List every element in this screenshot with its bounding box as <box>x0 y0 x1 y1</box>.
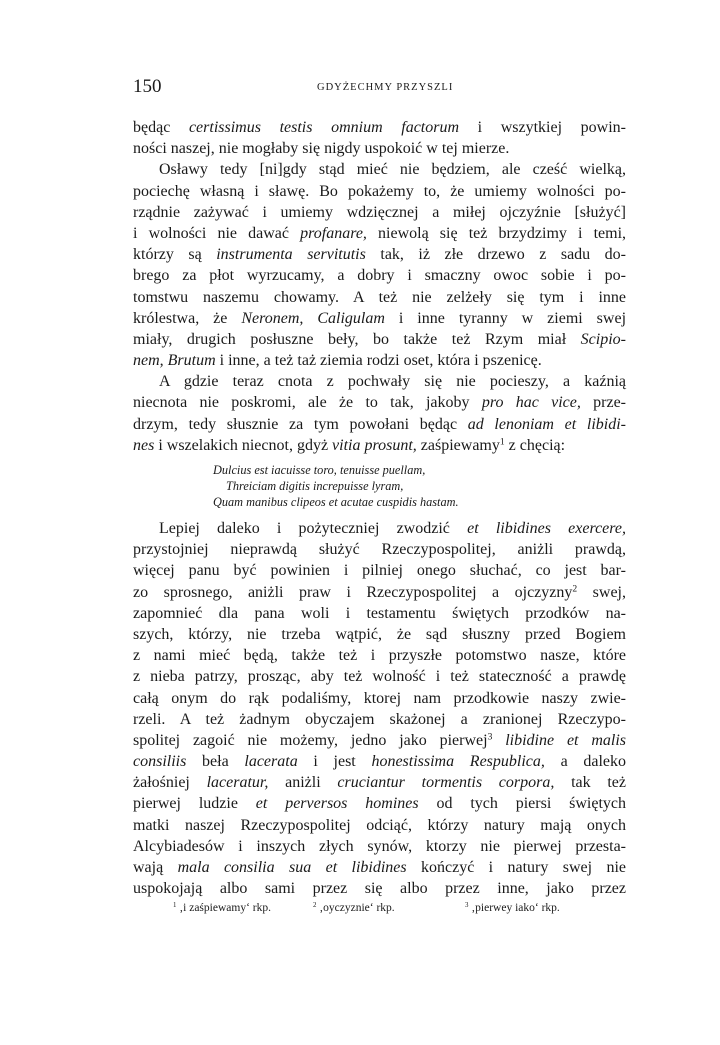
text-line <box>133 793 626 814</box>
footnote-text: ‚i zaśpiewamy‘ rkp. <box>176 902 271 914</box>
paragraph <box>133 518 626 899</box>
footnote-ref: 2 <box>572 583 578 595</box>
text-line <box>133 159 626 180</box>
latin-phrase: instrumenta servitutis <box>216 246 366 264</box>
text-run: z chęcią: <box>504 436 566 454</box>
text-run: zaśpiewamy <box>416 436 500 454</box>
text-line <box>133 709 626 730</box>
text-line <box>133 414 626 435</box>
page-number: 150 <box>133 76 162 97</box>
text-run: tomstwu naszemu chowamy. A też nie zelżeły się tym i inne <box>133 288 626 306</box>
text-run: ności naszej, nie mogłaby się nigdy uspokoić w tej mierze. <box>133 140 510 158</box>
text-line <box>133 751 626 772</box>
text-run: przystojniej nieprawdą służyć Rzeczypospolitej, aniżli prawdą, <box>133 541 626 559</box>
text-run: pierwej ludzie <box>133 795 256 813</box>
text-line <box>133 287 626 308</box>
text-line <box>133 878 626 899</box>
latin-phrase: Neronem, Caligulam <box>241 309 385 327</box>
text-line <box>133 329 626 350</box>
text-run: zapomnieć dla pana woli i testamentu świętych przodków na- <box>133 604 626 622</box>
text-run: beła <box>186 753 245 771</box>
text-run: A gdzie teraz cnota z pochwały się nie pocieszy, a kaźnią <box>159 373 626 391</box>
text-run: Osławy tedy [ni]gdy stąd mieć nie będziem, ale cześć wielką, <box>159 161 626 179</box>
text-line <box>133 772 626 793</box>
text-run: tak też <box>554 774 626 792</box>
text-line <box>133 435 626 456</box>
footnote <box>313 902 395 914</box>
text-line <box>133 666 626 687</box>
text-run: szych, którzy, nie trzeba wątpić, że sąd słuszny przed Bogiem <box>133 625 626 643</box>
footnote <box>465 902 560 914</box>
text-run: i wszytkiej powin- <box>459 119 626 136</box>
latin-phrase: lacerata <box>244 753 298 771</box>
footnote-mark: 3 <box>465 902 469 910</box>
text-line <box>133 539 626 560</box>
verse-line: Quam manibus clipeos et acutae cuspidis hastam. <box>213 495 459 509</box>
text-run: i inne tyranny w ziemi swej <box>384 309 627 327</box>
text-run: będąc <box>133 119 189 136</box>
latin-phrase: libidine et malis <box>505 731 627 749</box>
text-line <box>133 730 626 751</box>
text-line <box>133 350 626 371</box>
verse-line: Threiciam digitis increpuisse lyram, <box>226 479 404 493</box>
latin-phrase: et libidines exercere, <box>467 520 627 537</box>
text-run: od tych piersi świętych <box>418 795 627 813</box>
latin-phrase: profanare, <box>300 224 367 242</box>
text-run: drzym, tedy słusznie za tym powołani będąc <box>133 415 468 433</box>
text-line <box>133 688 626 709</box>
footnote-mark: 1 <box>173 902 177 910</box>
text-run: którzy są <box>133 246 217 264</box>
latin-phrase: nes <box>133 436 155 454</box>
page-header <box>133 76 626 100</box>
text-line <box>133 518 626 539</box>
text-line <box>133 308 626 329</box>
latin-phrase: vitia prosunt, <box>332 436 417 454</box>
verse-line: Dulcius est iacuisse toro, tenuisse puellam, <box>213 463 426 477</box>
latin-phrase: mala consilia sua et libidines <box>177 859 407 876</box>
text-run: zo sprosnego, aniżli praw i Rzeczypospolitej a ojczyzny <box>133 583 573 601</box>
latin-phrase: certissimus testis omnium factorum <box>188 119 460 136</box>
text-run: z nieba patrzy, prosząc, aby też wolność i też stateczność a prawdę <box>133 668 626 686</box>
verse-quotation <box>213 462 626 510</box>
text-run: Lepiej daleko i pożyteczniej zwodzić <box>159 520 468 537</box>
latin-phrase: ad lenoniam et libidi- <box>467 415 626 433</box>
text-run: rzeli. A też żadnym obyczajem skażonej a zranionej Rzeczypo- <box>133 710 626 728</box>
text-line <box>133 117 626 138</box>
text-run: całą onym do rąk podaliśmy, ktorej nam przodkowie naszy zwie- <box>133 689 626 707</box>
latin-phrase: Scipio- <box>580 330 626 348</box>
text-line <box>133 202 626 223</box>
text-run: prze- <box>580 394 627 412</box>
text-line <box>133 836 626 857</box>
text-run: swej, <box>577 583 626 601</box>
text-run: niecnota nie poskromi, ale że to tak, jakoby <box>133 394 482 412</box>
text-run: rządnie zażywać i umiemy wdzięcznej a miłej ojczyźnie [służyć] <box>133 203 626 221</box>
text-line <box>133 624 626 645</box>
latin-phrase: honestissima Respublica, <box>371 753 545 771</box>
latin-phrase: laceratur, <box>206 774 269 792</box>
text-line <box>133 582 626 603</box>
running-title: GDYŻECHMY PRZYSZLI <box>317 82 454 93</box>
text-run: miały, drugich posłuszne beły, bo także też Rzym miał <box>133 330 581 348</box>
latin-phrase: pro hac vice, <box>481 394 581 412</box>
text-run: aniżli <box>268 774 338 792</box>
text-line <box>133 371 626 392</box>
text-line <box>133 560 626 581</box>
text-line <box>133 181 626 202</box>
footnote-ref: 1 <box>499 436 505 448</box>
text-run <box>492 732 505 749</box>
text-run: z nami mieć będą, także też i przyszłe potomstwo nasze, które <box>133 647 626 665</box>
text-run: żałośniej <box>133 774 207 792</box>
text-run: matki naszej Rzeczypospolitej odciąć, którzy natury mają onych <box>133 816 626 834</box>
text-run: pociechę własną i sławę. Bo pokażemy to, że umiemy wolności po- <box>133 182 626 200</box>
footnote-text: ‚pierwey iako‘ rkp. <box>468 902 560 914</box>
text-line <box>133 244 626 265</box>
text-run: niewolą się też brzydzimy i temi, <box>366 224 627 242</box>
text-line <box>133 603 626 624</box>
footnote-ref: 3 <box>487 731 493 743</box>
latin-phrase: cruciantur tormentis corpora, <box>337 774 555 792</box>
footnote-text: ‚oyczyznie‘ rkp. <box>316 902 395 914</box>
text-line <box>133 392 626 413</box>
body-text <box>133 117 626 899</box>
text-line <box>133 815 626 836</box>
footnote-mark: 2 <box>313 902 317 910</box>
text-run: i inne, a też taż ziemia rodzi oset, która i pszenicę. <box>215 352 542 370</box>
text-run: Alcybiadesów i inszych złych synów, ktorzy nie pierwej przesta- <box>133 837 626 855</box>
text-run: wają <box>133 859 178 876</box>
text-run: więcej panu być powinien i pilniej onego słuchać, co jest bar- <box>133 562 626 580</box>
text-run: uspokojają albo sami przez się albo przez inne, jako przez <box>133 880 626 898</box>
latin-phrase: et perversos homines <box>255 795 419 813</box>
text-line <box>133 857 626 878</box>
text-run: kończyć i natury swej nie <box>406 859 626 876</box>
paragraph <box>133 117 626 456</box>
latin-phrase: consiliis <box>133 753 187 771</box>
text-run: brego za płot wyrzucamy, a dobry i smaczny owoc sobie i po- <box>133 267 626 285</box>
latin-phrase: nem, Brutum <box>133 352 216 370</box>
text-line <box>133 265 626 286</box>
text-run: tak, iż złe drzewo z sadu do- <box>365 246 627 264</box>
text-line <box>133 645 626 666</box>
text-run: i wszelakich niecnot, gdyż <box>154 436 333 454</box>
text-run: i jest <box>297 753 372 771</box>
text-run: spolitej zagoić nie możemy, jedno jako pierwej <box>133 731 488 749</box>
text-run: królestwa, że <box>133 309 242 327</box>
text-run: a daleko <box>544 753 627 771</box>
text-run: i wolności nie dawać <box>133 224 301 242</box>
footnote <box>173 902 271 914</box>
text-line <box>133 223 626 244</box>
text-line <box>133 138 626 159</box>
